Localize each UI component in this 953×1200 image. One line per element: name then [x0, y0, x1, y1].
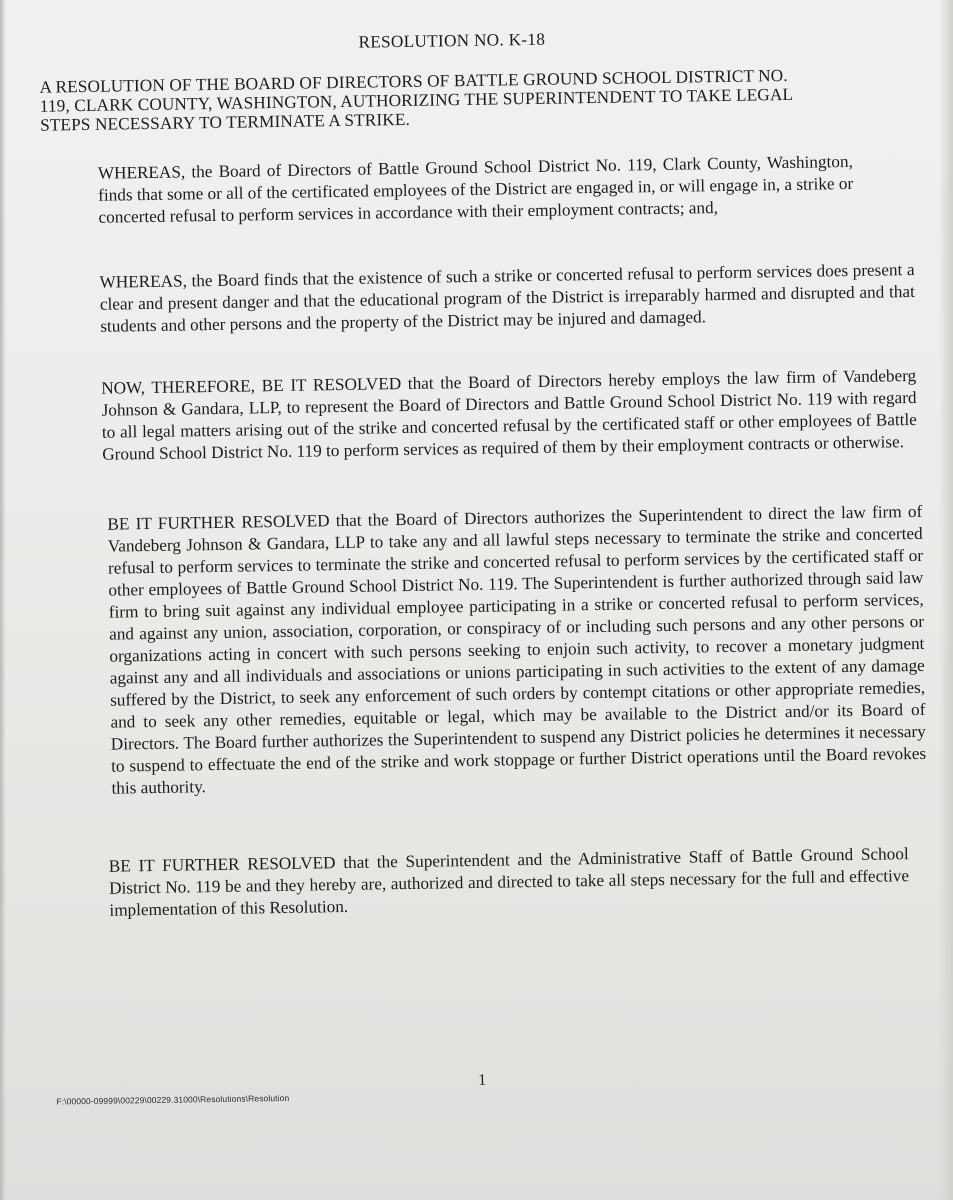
resolved-paragraph: [41, 365, 917, 467]
footer-file-path: F:\00000-09999\00229\00229.31000\Resolutions\Resolution: [56, 1092, 290, 1107]
page-number: 1: [478, 1071, 487, 1089]
further-resolved-paragraph-1: [47, 501, 926, 801]
paragraph-text: WHEREAS, the Board finds that the existence of such a strike or concerted refusal to perform services does present a clear and present danger and that the educational program of the District is irreparably harmed and disrupted and that students and other persons and the property of the District may be injured and damaged.: [99, 259, 915, 336]
further-resolved-paragraph-2: [49, 843, 910, 923]
paragraph-text: NOW, THEREFORE, BE IT RESOLVED that the Board of Directors hereby employs the law firm of Vandeberg Johnson & Gandara, LLP, to represent the Board of Directors and Battle Ground School District No. 119 with regard to all legal matters arising out of the strike and concerted refusal by the certificated staff or other employees of Battle Ground School District No. 119 to perform services as required of them by their employment contracts or otherwise.: [101, 365, 917, 464]
paragraph-text: BE IT FURTHER RESOLVED that the Board of Directors authorizes the Superintendent to direct the law firm of Vandeberg Johnson & Gandara, LLP to take any and all lawful steps necessary to terminate the strike and concerted refusal to perform services to terminate the strike and concerted refusal to perform services by the certificated staff or other employees of Battle Ground School District No. 119. The Superintendent is further authorized through said law firm to bring suit against any individual employee participating in a strike or concerted refusal to perform services, and against any union, association, corporation, or conspiracy of or including such persons and any other persons or organizations acting in concert with such persons seeking to enjoin such activity, to recover a monetary judgment against any and all individuals and associations or unions participating in such activities to the extent of any damage suffered by the District, to seek any enforcement of such orders by contempt citations or other appropriate remedies, and to seek any other remedies, equitable or legal, which may be available to the District and/or its Board of Directors. The Board further authorizes the Superintendent to suspend any District policies he determines it necessary to suspend to effectuate the end of the strike and work stoppage or further District operations until the Board revokes this authority.: [107, 501, 927, 798]
whereas-paragraph-2: [39, 259, 915, 339]
paragraph-text: BE IT FURTHER RESOLVED that the Superintendent and the Administrative Staff of Battle Ground School District No. 119 be and they hereby are, authorized and directed to take all steps necessary for the full and effective implementation of this Resolution.: [108, 844, 910, 920]
resolution-title: A RESOLUTION OF THE BOARD OF DIRECTORS OF BATTLE GROUND SCHOOL DISTRICT NO. 119, CLARK COUNTY, WASHINGTON, AUTHORIZING THE SUPERINTENDENT TO TAKE LEGAL STEPS NECESSARY TO TERMINATE A STRIKE.: [39, 65, 793, 135]
paragraph-text: WHEREAS, the Board of Directors of Battle Ground School District No. 119, Clark County, Washington, finds that some or all of the certificated employees of the District are engaged in, or will engage in, a strike or concerted refusal to perform services in accordance with their employment contracts; and,: [97, 151, 854, 227]
resolution-number: RESOLUTION NO. K-18: [358, 29, 546, 52]
whereas-paragraph-1: [38, 151, 854, 230]
